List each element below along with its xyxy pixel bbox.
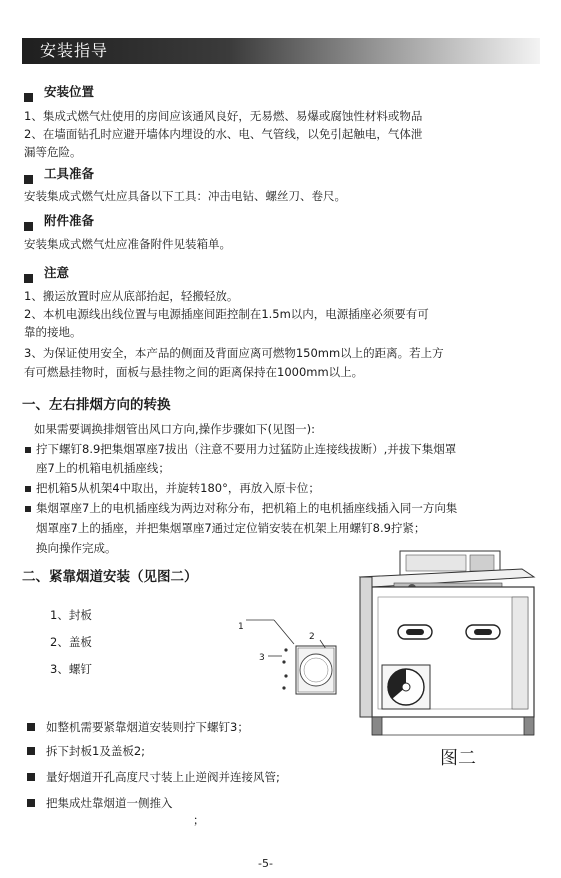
bullet-icon: [25, 447, 31, 453]
stove-illustration: [352, 547, 542, 742]
callout-1: 1: [238, 622, 244, 632]
step-line: 量好烟道开孔高度尺寸装上止逆阀并连接风管;: [46, 770, 280, 784]
heading-part2: 二、紧靠烟道安装（见图二）: [22, 569, 198, 585]
figure-label: 图二: [440, 748, 476, 769]
heading-notes: 注意: [44, 265, 70, 280]
step-line: 如整机需要紧靠烟道安装则拧下螺钉3；: [46, 720, 249, 734]
callout-3: 3: [259, 653, 265, 663]
text-line: 有可燃悬挂物时，面板与悬挂物之间的距离保持在1000mm以上。: [24, 365, 364, 379]
square-bullet-icon: [24, 93, 33, 102]
text-line: 1、搬运放置时应从底部抬起，轻搬轻放。: [24, 289, 239, 303]
text-line: 靠的接地。: [24, 325, 82, 339]
exploded-diagram: [236, 614, 346, 704]
section-install-location: [24, 87, 33, 106]
page-number: -5-: [258, 857, 273, 870]
step-line: 把机箱5从机架4中取出，并旋转180°，再放入原卡位；: [36, 481, 320, 495]
page-title: 安装指导: [40, 41, 109, 60]
callout-2: 2: [309, 632, 315, 642]
text-line: 如果需要调换排烟管出风口方向,操作步骤如下(见图一):: [34, 422, 316, 436]
square-bullet-icon: [24, 175, 33, 184]
bullet-icon: [27, 799, 35, 807]
stray-punctuation: ；: [193, 813, 205, 827]
step-line: 把集成灶靠烟道一侧推入: [46, 796, 173, 810]
part-label: 1、封板: [50, 608, 92, 622]
part-label: 2、盖板: [50, 635, 92, 649]
step-line: 烟罩座7上的插座，并把集烟罩座7通过定位销安装在机架上用螺钉8.9拧紧；: [36, 521, 426, 535]
step-line: 拧下螺钉8.9把集烟罩座7拔出（注意不要用力过猛防止连接线拔断）,并拔下集烟罩: [36, 442, 457, 456]
square-bullet-icon: [24, 274, 33, 283]
text-line: 安装集成式燃气灶应具备以下工具：冲击电钻、螺丝刀、卷尺。: [24, 189, 346, 203]
heading-accessories: 附件准备: [44, 213, 95, 228]
text-line: 1、集成式燃气灶使用的房间应该通风良好，无易燃、易爆或腐蚀性材料或物品: [24, 109, 423, 123]
bullet-icon: [27, 773, 35, 781]
part-label: 3、螺钉: [50, 662, 92, 676]
text-line: 漏等危险。: [24, 145, 82, 159]
bullet-icon: [25, 486, 31, 492]
bullet-icon: [25, 506, 31, 512]
step-line: 座7上的机箱电机插座线；: [36, 461, 170, 475]
bullet-icon: [27, 723, 35, 731]
text-line: 3、为保证使用安全，本产品的侧面及背面应离可燃物150mm以上的距离。若上方: [24, 346, 444, 360]
text-line: 换向操作完成。: [36, 541, 117, 555]
square-bullet-icon: [24, 222, 33, 231]
text-line: 2、在墙面钻孔时应避开墙体内埋设的水、电、气管线，以免引起触电，气体泄: [24, 127, 423, 141]
step-line: 集烟罩座7上的电机插座线为两边对称分布，把机箱上的电机插座线插入同一方向集: [36, 501, 458, 515]
text-line: 2、本机电源线出线位置与电源插座间距控制在1.5m以内，电源插座必须要有可: [24, 307, 429, 321]
heading-install-location: 安装位置: [44, 84, 95, 99]
bullet-icon: [27, 747, 35, 755]
heading-tools: 工具准备: [44, 166, 95, 181]
text-line: 安装集成式燃气灶应准备附件见装箱单。: [24, 237, 231, 251]
heading-part1: 一、左右排烟方向的转换: [22, 397, 171, 413]
step-line: 拆下封板1及盖板2;: [46, 744, 146, 758]
